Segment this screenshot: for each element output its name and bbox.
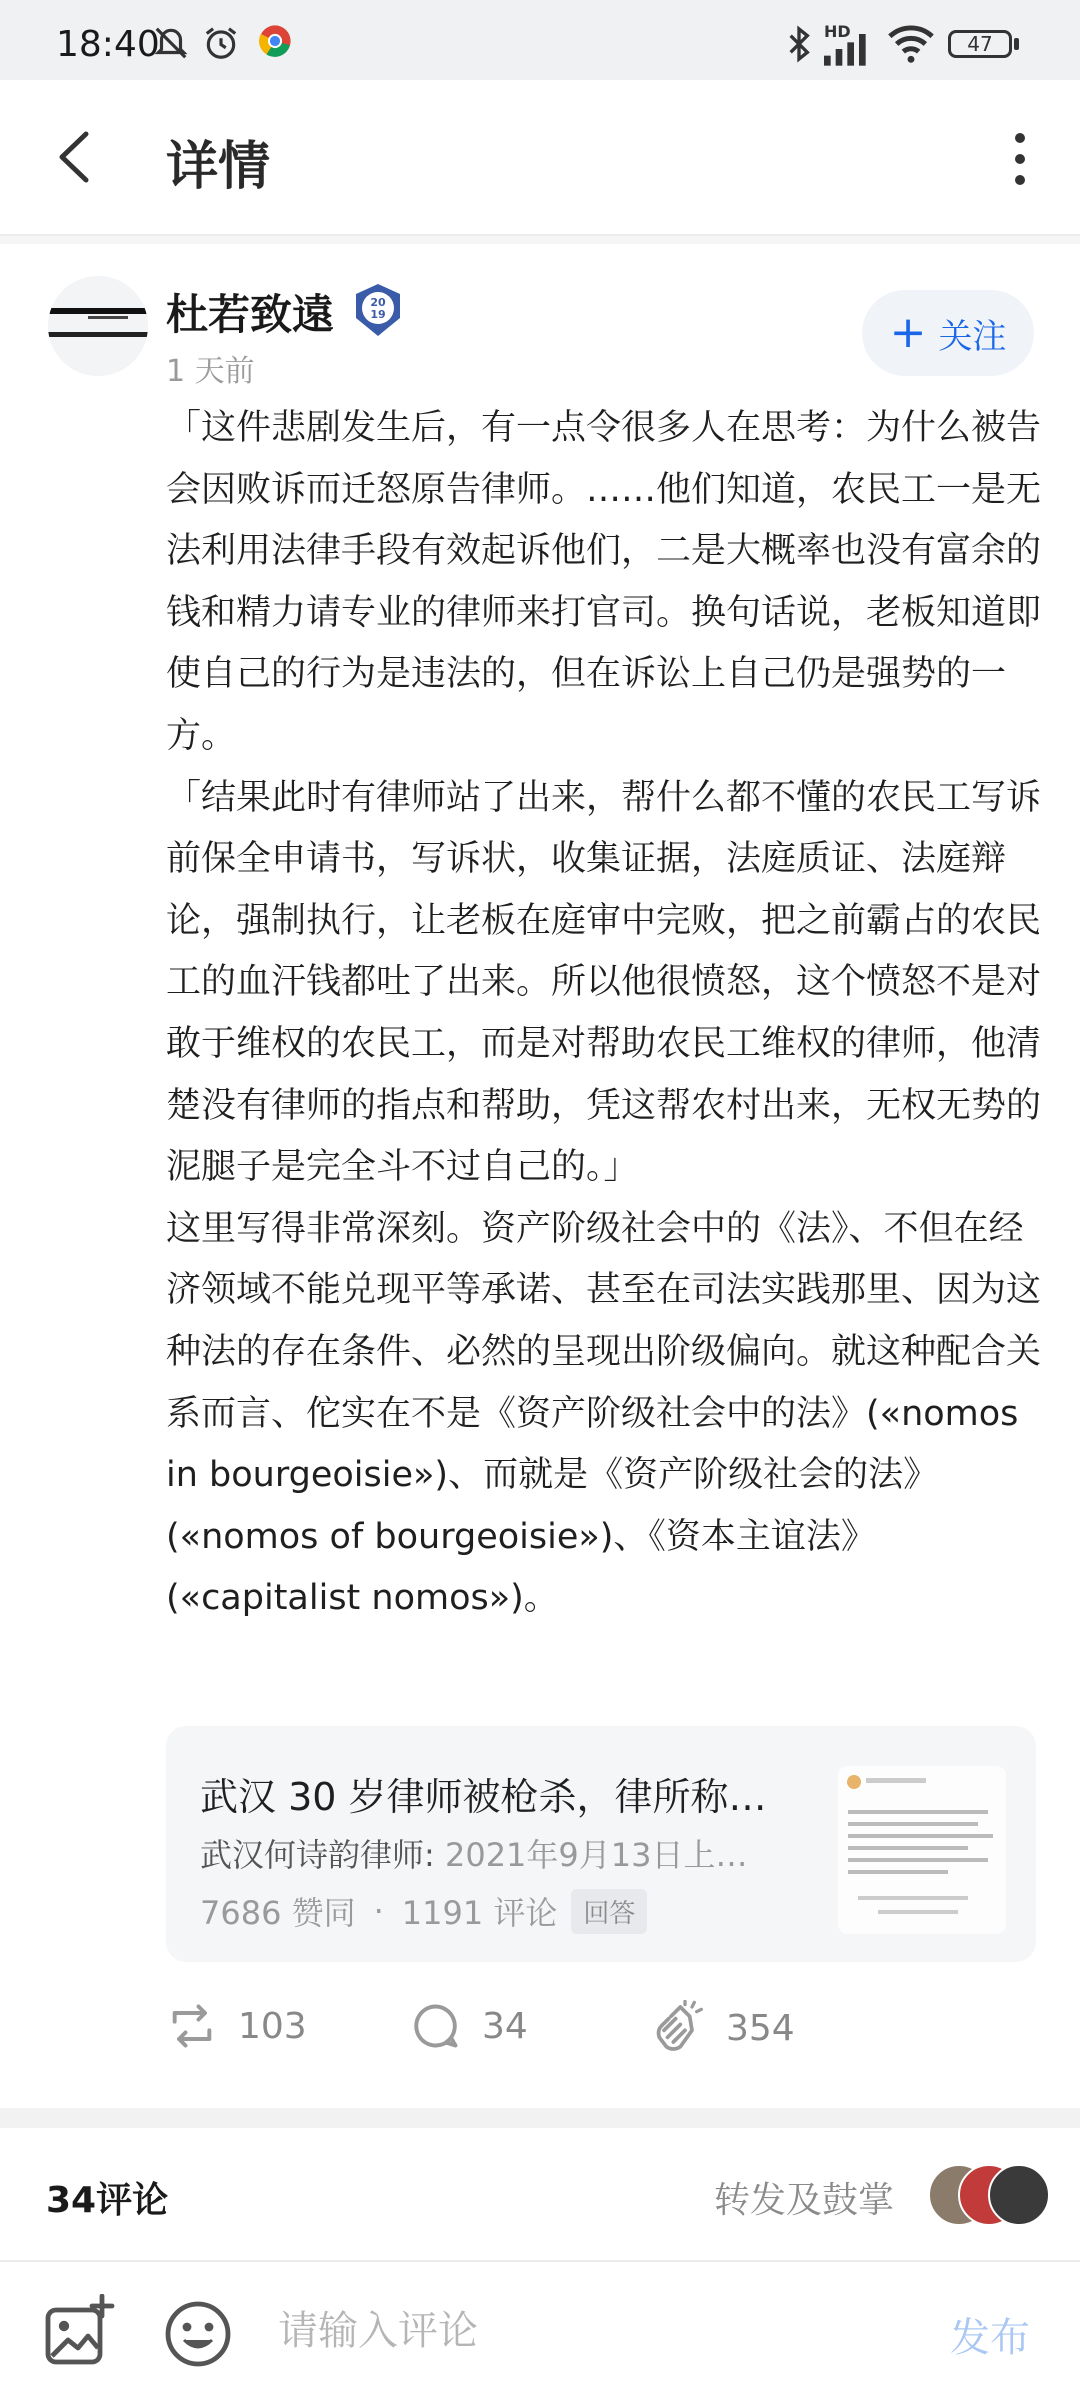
comment-count: 34 (482, 2005, 528, 2047)
linked-answer-card[interactable] (166, 1726, 1036, 1962)
mute-icon (152, 24, 190, 62)
avatar (988, 2164, 1050, 2226)
card-comments: 1191 评论 (401, 1894, 558, 1932)
signal-label: HD (824, 22, 851, 41)
comments-tab[interactable]: 34评论 (46, 2180, 169, 2221)
comment-input[interactable] (276, 2298, 920, 2364)
card-stats (200, 1888, 647, 1934)
page-title: 详情 (166, 137, 271, 197)
comment-button[interactable] (410, 2000, 528, 2052)
comment-input-bar (0, 2262, 1080, 2400)
card-title: 武汉 30 岁律师被枪杀，律所称… (200, 1775, 767, 1819)
follow-label: 关注 (938, 316, 1007, 357)
card-summary: 2021年9月13日上… (444, 1836, 748, 1874)
badge-text-top: 20 (370, 296, 386, 309)
clap-count: 354 (726, 2007, 795, 2049)
post-paragraph: 「结果此时有律师站了出来，帮什么都不懂的农民工写诉前保全申请书，写诉状，收集证据，法庭质证、法庭辩论，强制执行，让老板在庭审中完败，把之前霸占的农民工的血汗钱都吐了出来。所以他很愤怒，这个愤怒不是对敢于维权的农民工，而是对帮助农民工维权的律师，他清楚没有律师的指点和帮助，凭这帮农村出来，无权无势的泥腿子是完全斗不过自己的。」 (166, 777, 1042, 1188)
reposts-claps-tab[interactable]: 转发及鼓掌 (714, 2180, 895, 2221)
emoji-button[interactable] (162, 2298, 234, 2370)
separator-dot: · (373, 1892, 384, 1930)
avatar-image (48, 276, 148, 376)
chrome-icon (258, 24, 292, 58)
battery-level: 47 (967, 32, 993, 56)
card-thumbnail (838, 1766, 1006, 1934)
repost-avatars[interactable] (928, 2164, 1048, 2224)
battery-tip (1014, 38, 1019, 50)
wifi-icon (888, 24, 934, 64)
bluetooth-icon (784, 24, 814, 64)
plus-icon: + (889, 307, 927, 358)
more-button[interactable] (988, 124, 1048, 194)
post-actions (166, 2000, 1036, 2070)
author-avatar[interactable] (48, 276, 148, 376)
signal-icon (824, 32, 874, 66)
post-time: 1 天前 (166, 354, 255, 389)
card-likes: 7686 赞同 (200, 1894, 356, 1932)
alarm-icon (202, 24, 240, 62)
battery-icon (948, 30, 1012, 58)
publish-button[interactable]: 发布 (950, 2315, 1030, 2361)
clap-icon (650, 2000, 706, 2056)
section-divider (0, 2108, 1080, 2128)
post-body (166, 398, 1042, 1630)
comments-bar (0, 2128, 1080, 2262)
image-picker-button[interactable] (44, 2294, 116, 2366)
status-bar (0, 0, 1080, 80)
repost-count: 103 (238, 2005, 307, 2047)
app-bar (0, 80, 1080, 236)
answer-tag: 回答 (571, 1889, 647, 1934)
repost-button[interactable] (166, 2000, 307, 2052)
back-button[interactable] (40, 120, 110, 194)
card-subtitle: 武汉何诗韵律师: 2021年9月13日上… (200, 1836, 748, 1874)
post-paragraph: 这里写得非常深刻。资产阶级社会中的《法》、不但在经济领域不能兑现平等承诺、甚至在司法实践那里、因为这种法的存在条件、必然的呈现出阶级偏向。就这种配合关系而言、佗实在不是《资产阶级社会中的法》(«nomos in bourgeoisie»)、而就是《资产阶级社会的法》(«nomos of bourgeoisie»)、《资本主谊法》(«capitalist nomos»)。 (166, 1208, 1042, 1619)
repost-icon (166, 2000, 218, 2052)
badge-text-bottom: 19 (370, 308, 386, 321)
comment-icon (410, 2000, 462, 2052)
thumbnail-image (838, 1766, 1006, 1934)
header-divider (0, 236, 1080, 244)
author-name[interactable]: 杜若致遠 (166, 290, 335, 339)
clap-button[interactable] (650, 2000, 795, 2056)
post-paragraph: 「这件悲剧发生后，有一点令很多人在思考：为什么被告会因败诉而迁怒原告律师。……他们知道，农民工一是无法利用法律手段有效起诉他们，二是大概率也没有富余的钱和精力请专业的律师来打官司。换句话说，老板知道即使自己的行为是违法的，但在诉讼上自己仍是强势的一方。 (166, 408, 1042, 756)
status-time: 18:40 (56, 24, 160, 65)
follow-button[interactable] (862, 290, 1034, 376)
card-author: 武汉何诗韵律师 (200, 1836, 425, 1874)
year-badge-icon[interactable] (352, 282, 404, 338)
